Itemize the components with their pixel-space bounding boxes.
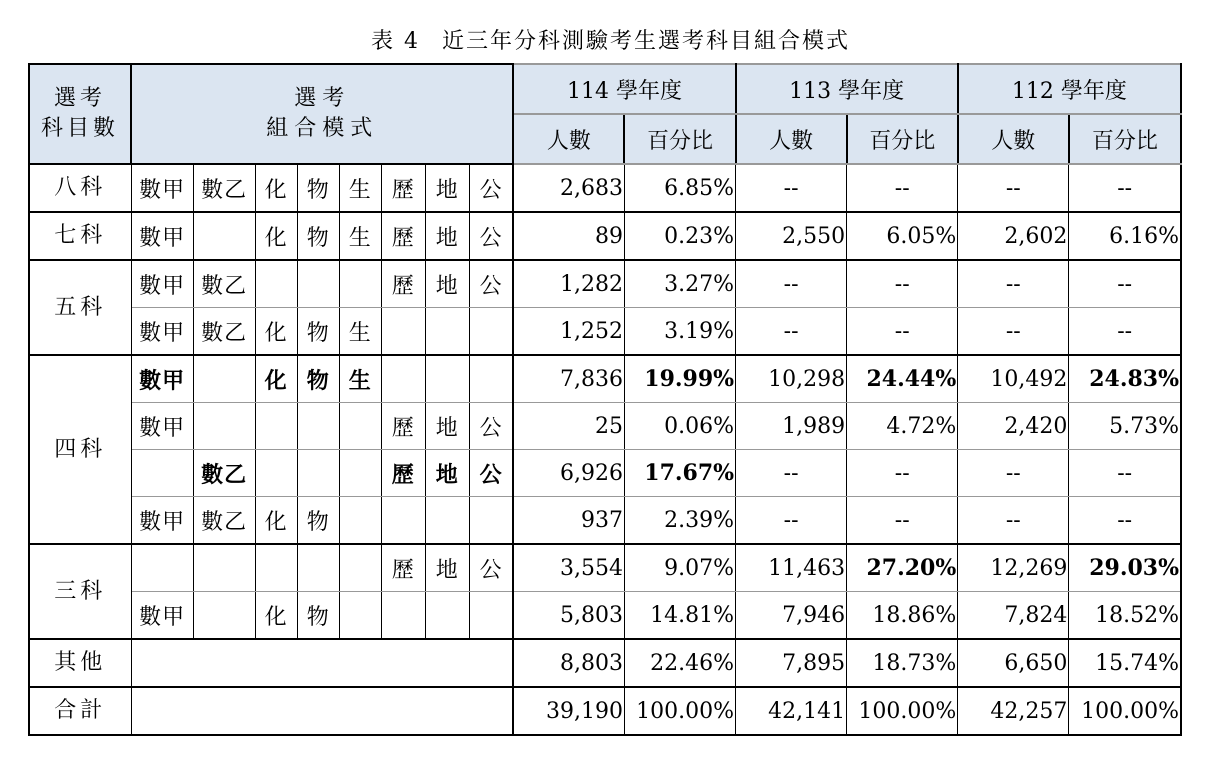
subject-cell — [339, 544, 381, 592]
subject-cell — [339, 592, 381, 640]
count-cell: 89 — [513, 212, 624, 260]
subject-cell: 化 — [255, 308, 297, 356]
table-caption: 近三年分科測驗考生選考科目組合模式 — [441, 29, 850, 54]
subject-cell — [131, 450, 193, 497]
subject-cell: 數甲 — [131, 497, 193, 545]
subject-cell: 歷 — [381, 403, 425, 450]
subject-cell: 化 — [255, 212, 297, 260]
subject-cell: 公 — [469, 212, 513, 260]
header-combination-mode: 選考 組合模式 — [131, 64, 513, 164]
subject-cell — [193, 592, 255, 640]
header-percent: 百分比 — [1069, 114, 1181, 164]
subject-cell — [425, 497, 469, 545]
subject-cell — [193, 544, 255, 592]
percent-cell: 6.05% — [847, 212, 958, 260]
subject-cell: 公 — [469, 164, 513, 212]
table-row — [29, 497, 1181, 545]
table-row — [29, 544, 1181, 592]
subject-cell — [469, 308, 513, 356]
subject-cell — [339, 403, 381, 450]
percent-cell: 0.06% — [624, 403, 735, 450]
subject-count-label: 七科 — [29, 212, 131, 260]
count-cell: 1,989 — [736, 403, 847, 450]
percent-cell: 24.83% — [1069, 355, 1181, 403]
count-cell: 1,252 — [513, 308, 624, 356]
subject-cell: 生 — [339, 212, 381, 260]
subject-cell — [297, 260, 339, 308]
subject-cell: 數乙 — [193, 260, 255, 308]
subject-cell: 物 — [297, 592, 339, 640]
subject-cell — [297, 403, 339, 450]
subject-cell: 物 — [297, 212, 339, 260]
subject-cell: 化 — [255, 355, 297, 403]
subject-cell — [297, 544, 339, 592]
count-cell: -- — [736, 308, 847, 356]
subject-cell: 數甲 — [131, 260, 193, 308]
table-row — [29, 212, 1181, 260]
table-row — [29, 164, 1181, 212]
count-cell: 2,683 — [513, 164, 624, 212]
percent-cell: 22.46% — [624, 639, 735, 687]
percent-cell: -- — [847, 260, 958, 308]
subject-cell: 數甲 — [131, 164, 193, 212]
subject-cell — [255, 403, 297, 450]
percent-cell: -- — [847, 497, 958, 545]
subject-cell: 歷 — [381, 164, 425, 212]
count-cell: 7,836 — [513, 355, 624, 403]
header-year-113: 113 學年度 — [736, 64, 958, 114]
percent-cell: 29.03% — [1069, 544, 1181, 592]
subject-cell — [381, 497, 425, 545]
subject-cell — [255, 260, 297, 308]
subject-cell — [193, 212, 255, 260]
percent-cell: 3.19% — [624, 308, 735, 356]
subject-cell — [381, 308, 425, 356]
subject-cell — [425, 308, 469, 356]
subject-count-label: 五科 — [29, 260, 131, 355]
percent-cell: 24.44% — [847, 355, 958, 403]
subject-cell — [339, 450, 381, 497]
percent-cell: -- — [847, 308, 958, 356]
count-cell: 937 — [513, 497, 624, 545]
subject-cell: 歷 — [381, 450, 425, 497]
table-title — [0, 24, 1221, 55]
count-cell: 7,895 — [736, 639, 847, 687]
percent-cell: -- — [1069, 308, 1181, 356]
percent-cell: 14.81% — [624, 592, 735, 640]
percent-cell: 3.27% — [624, 260, 735, 308]
subject-count-label: 合計 — [29, 687, 131, 735]
subject-cell: 數甲 — [131, 403, 193, 450]
subject-cell: 數乙 — [193, 308, 255, 356]
count-cell: 5,803 — [513, 592, 624, 640]
subject-cell — [131, 544, 193, 592]
subject-cell: 地 — [425, 164, 469, 212]
percent-cell: 15.74% — [1069, 639, 1181, 687]
header-percent: 百分比 — [624, 114, 735, 164]
subject-cell: 公 — [469, 403, 513, 450]
subject-cell: 數乙 — [193, 450, 255, 497]
header-year-112: 112 學年度 — [958, 64, 1181, 114]
subject-cell: 數乙 — [193, 497, 255, 545]
subject-cell — [297, 450, 339, 497]
percent-cell: 18.73% — [847, 639, 958, 687]
subject-cell: 公 — [469, 544, 513, 592]
percent-cell: 100.00% — [1069, 687, 1181, 735]
header-year-114: 114 學年度 — [513, 64, 735, 114]
percent-cell: 100.00% — [847, 687, 958, 735]
count-cell: 7,824 — [958, 592, 1069, 640]
count-cell: -- — [958, 450, 1069, 497]
count-cell: 8,803 — [513, 639, 624, 687]
count-cell: 2,602 — [958, 212, 1069, 260]
percent-cell: 18.86% — [847, 592, 958, 640]
count-cell: 6,926 — [513, 450, 624, 497]
header-count: 人數 — [736, 114, 847, 164]
subject-cell: 歷 — [381, 260, 425, 308]
subject-cell: 生 — [339, 164, 381, 212]
count-cell: -- — [736, 497, 847, 545]
subject-cell: 歷 — [381, 544, 425, 592]
percent-cell: 18.52% — [1069, 592, 1181, 640]
combination-blank — [131, 639, 513, 687]
percent-cell: 4.72% — [847, 403, 958, 450]
subject-count-label: 八科 — [29, 164, 131, 212]
count-cell: 2,420 — [958, 403, 1069, 450]
subject-cell: 生 — [339, 308, 381, 356]
subject-cell — [469, 355, 513, 403]
subject-cell: 公 — [469, 260, 513, 308]
subject-cell — [469, 592, 513, 640]
header-subject-count: 選考 科目數 — [29, 64, 131, 164]
subject-cell: 地 — [425, 403, 469, 450]
percent-cell: -- — [1069, 260, 1181, 308]
subject-cell: 地 — [425, 212, 469, 260]
subject-cell: 物 — [297, 355, 339, 403]
table-row — [29, 403, 1181, 450]
subject-cell: 數乙 — [193, 164, 255, 212]
subject-cell — [425, 355, 469, 403]
subject-cell: 生 — [339, 355, 381, 403]
subject-cell: 物 — [297, 164, 339, 212]
count-cell: -- — [958, 497, 1069, 545]
subject-count-label: 三科 — [29, 544, 131, 639]
subject-cell — [255, 450, 297, 497]
totals-row — [29, 687, 1181, 735]
percent-cell: 100.00% — [624, 687, 735, 735]
table-row — [29, 450, 1181, 497]
count-cell: 10,492 — [958, 355, 1069, 403]
table-row — [29, 308, 1181, 356]
percent-cell: 5.73% — [1069, 403, 1181, 450]
subject-cell: 地 — [425, 450, 469, 497]
percent-cell: 17.67% — [624, 450, 735, 497]
subject-cell — [469, 497, 513, 545]
count-cell: 39,190 — [513, 687, 624, 735]
subject-count-label: 其他 — [29, 639, 131, 687]
subject-cell: 數甲 — [131, 308, 193, 356]
subject-cell: 化 — [255, 164, 297, 212]
percent-cell: -- — [847, 450, 958, 497]
percent-cell: 6.85% — [624, 164, 735, 212]
count-cell: 3,554 — [513, 544, 624, 592]
count-cell: -- — [958, 164, 1069, 212]
table-row — [29, 260, 1181, 308]
count-cell: 42,141 — [736, 687, 847, 735]
percent-cell: 9.07% — [624, 544, 735, 592]
subject-cell: 公 — [469, 450, 513, 497]
percent-cell: -- — [1069, 164, 1181, 212]
count-cell: 1,282 — [513, 260, 624, 308]
count-cell: -- — [958, 308, 1069, 356]
count-cell: 12,269 — [958, 544, 1069, 592]
percent-cell: -- — [847, 164, 958, 212]
subject-cell — [255, 544, 297, 592]
subject-cell — [381, 355, 425, 403]
percent-cell: 6.16% — [1069, 212, 1181, 260]
subject-cell: 歷 — [381, 212, 425, 260]
count-cell: 7,946 — [736, 592, 847, 640]
header-row-years — [29, 64, 1181, 114]
percent-cell: 27.20% — [847, 544, 958, 592]
subject-cell — [339, 260, 381, 308]
subject-cell: 物 — [297, 497, 339, 545]
subject-cell — [193, 355, 255, 403]
count-cell: 42,257 — [958, 687, 1069, 735]
count-cell: -- — [736, 450, 847, 497]
subject-cell: 地 — [425, 544, 469, 592]
percent-cell: 0.23% — [624, 212, 735, 260]
count-cell: 11,463 — [736, 544, 847, 592]
count-cell: 25 — [513, 403, 624, 450]
percent-cell: 2.39% — [624, 497, 735, 545]
subject-cell: 物 — [297, 308, 339, 356]
subject-cell — [193, 403, 255, 450]
table-number: 表 4 — [370, 29, 420, 54]
subject-cell: 化 — [255, 592, 297, 640]
table-row — [29, 592, 1181, 640]
combination-blank — [131, 687, 513, 735]
table-row — [29, 355, 1181, 403]
header-count: 人數 — [958, 114, 1069, 164]
percent-cell: -- — [1069, 497, 1181, 545]
subject-cell — [425, 592, 469, 640]
subject-cell — [381, 592, 425, 640]
header-count: 人數 — [513, 114, 624, 164]
count-cell: 6,650 — [958, 639, 1069, 687]
subject-cell: 化 — [255, 497, 297, 545]
count-cell: 10,298 — [736, 355, 847, 403]
combination-table — [28, 63, 1182, 736]
percent-cell: -- — [1069, 450, 1181, 497]
percent-cell: 19.99% — [624, 355, 735, 403]
subject-cell — [339, 497, 381, 545]
totals-row — [29, 639, 1181, 687]
subject-cell: 數甲 — [131, 592, 193, 640]
subject-cell: 數甲 — [131, 355, 193, 403]
count-cell: -- — [958, 260, 1069, 308]
count-cell: 2,550 — [736, 212, 847, 260]
subject-count-label: 四科 — [29, 355, 131, 544]
header-percent: 百分比 — [847, 114, 958, 164]
count-cell: -- — [736, 164, 847, 212]
count-cell: -- — [736, 260, 847, 308]
subject-cell: 地 — [425, 260, 469, 308]
subject-cell: 數甲 — [131, 212, 193, 260]
